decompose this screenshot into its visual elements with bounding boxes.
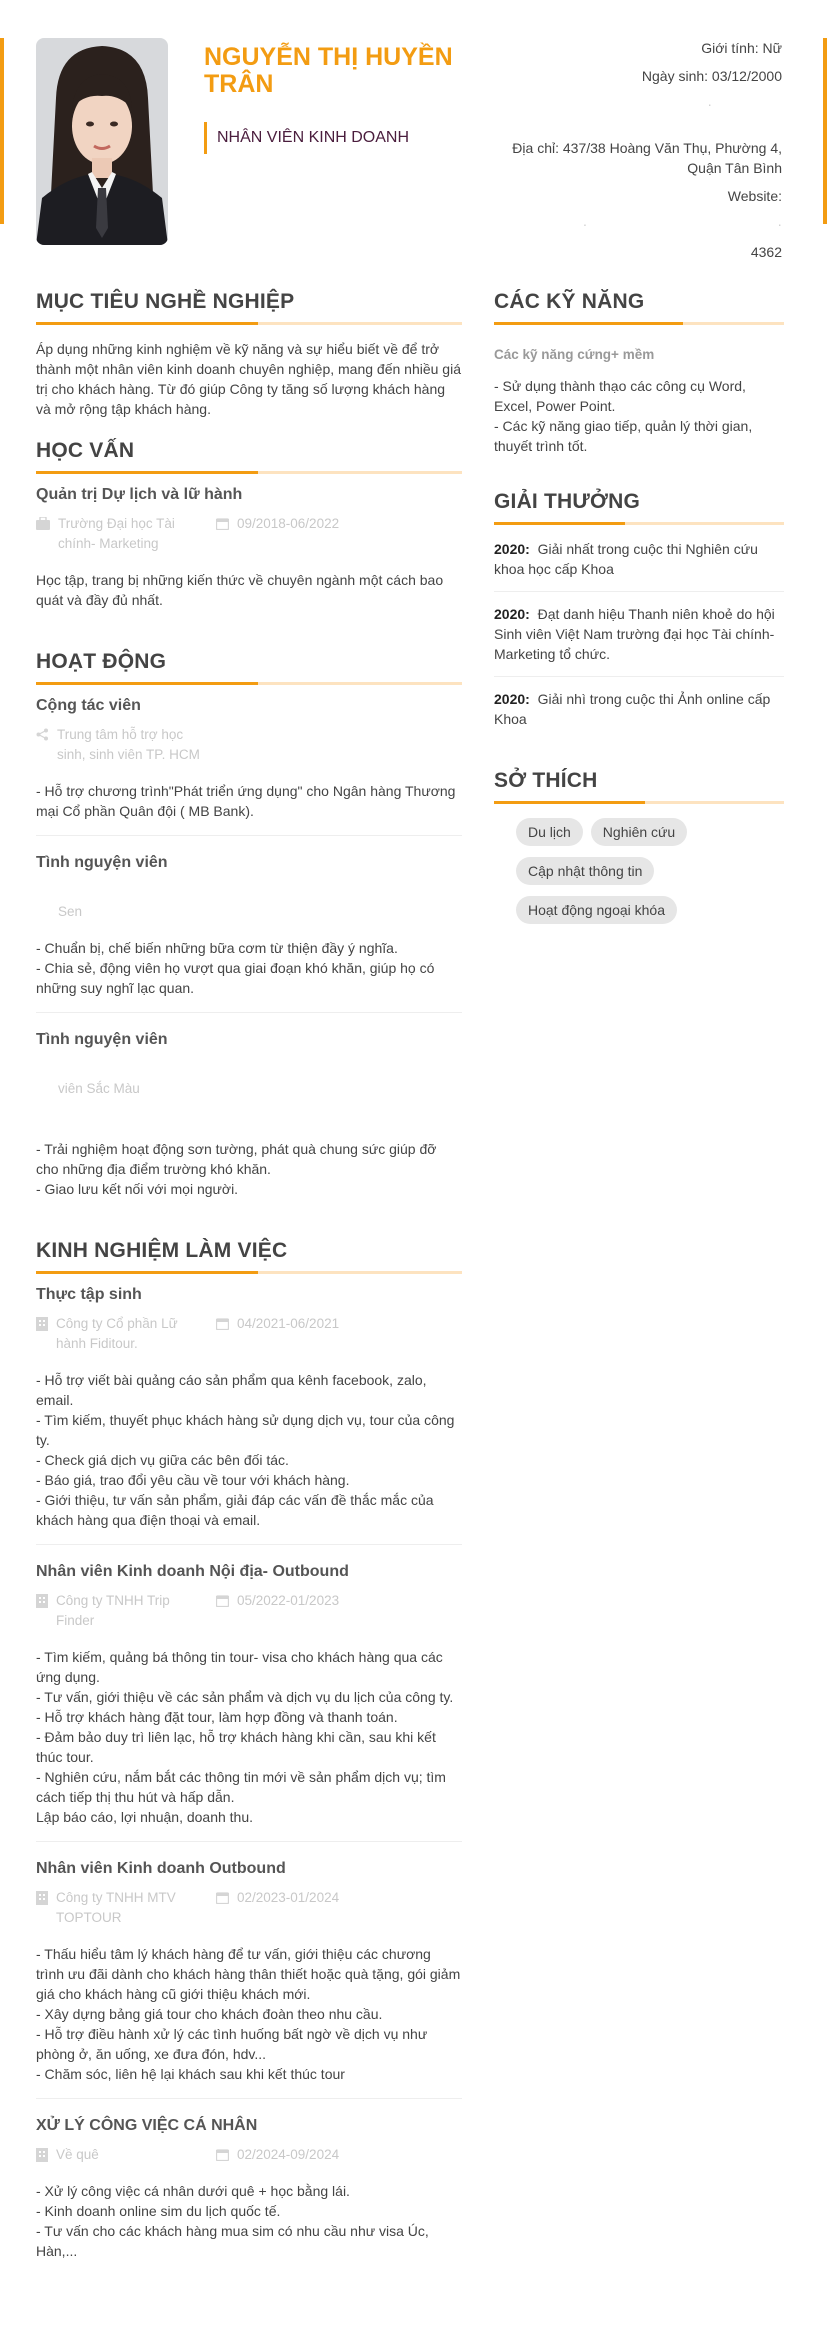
experience-date: 05/2022-01/2023	[237, 1593, 340, 1608]
activity-meta	[36, 725, 462, 765]
briefcase-icon	[36, 517, 50, 530]
right-accent-bar	[823, 38, 827, 224]
activity-org: viên Sắc Màu	[58, 1081, 140, 1096]
calendar-icon	[216, 1317, 229, 1330]
personal-desc: - Xử lý công việc cá nhân dưới quê + học bằng lái. - Kinh doanh online sim du lịch quốc tế. - Tư vấn cho các khách hàng mua sim có nhu cầu như visa Úc, Hàn,...	[36, 2183, 429, 2259]
website-tail: 4362	[750, 244, 782, 260]
award-text: Giải nhất trong cuộc thi Nghiên cứu khoa học cấp Khoa	[494, 541, 758, 577]
calendar-icon	[216, 1891, 229, 1904]
activity-desc: - Hỗ trợ chương trình"Phát triển ứng dụng" cho Ngân hàng Thương mại Cổ phần Quân đội ( MB Bank).	[36, 783, 456, 819]
experience-meta	[36, 1888, 462, 1928]
activity-meta	[36, 1079, 462, 1099]
experience-role: Nhân viên Kinh doanh Nội địa- Outbound	[36, 1563, 349, 1580]
award-text: Giải nhì trong cuộc thi Ảnh online cấp Khoa	[494, 691, 771, 727]
education-major: Quản trị Dự lịch và lữ hành	[36, 486, 243, 503]
experience-section	[36, 1239, 462, 2261]
objective-section	[36, 290, 462, 419]
divider	[36, 1544, 462, 1545]
section-title: KINH NGHIỆM LÀM VIỆC	[36, 1239, 288, 1262]
award-item	[494, 539, 784, 579]
share-icon	[36, 728, 49, 741]
skills-text: - Sử dụng thành thạo các công cụ Word, Excel, Power Point. - Các kỹ năng giao tiếp, quản lý thời gian, thuyết trình tốt.	[494, 378, 753, 454]
personal-title: XỬ LÝ CÔNG VIỆC CÁ NHÂN	[36, 2117, 258, 2134]
experience-meta	[36, 1591, 462, 1631]
divider	[36, 1841, 462, 1842]
personal-meta	[36, 2145, 462, 2165]
experience-desc: - Hỗ trợ viết bài quảng cáo sản phẩm qua kênh facebook, zalo, email. - Tìm kiếm, thuyết phục khách hàng sử dụng dịch vụ, tour của công ty. - Check giá dịch vụ giữa các bên đối tác. - Báo giá, trao đổi yêu cầu về tour với khách hàng. - Giới thiệu, tư vấn sản phẩm, giải đáp các vấn đề thắc mắc của khách hàng qua điện thoại và email.	[36, 1372, 455, 1528]
awards-section	[494, 490, 784, 729]
building-icon	[36, 1594, 48, 1608]
section-title: HỌC VẤN	[36, 439, 135, 462]
personal-date: 02/2024-09/2024	[237, 2147, 340, 2162]
section-title: SỞ THÍCH	[494, 769, 598, 792]
birthday: Ngày sinh: 03/12/2000	[641, 68, 782, 84]
experience-role: Nhân viên Kinh doanh Outbound	[36, 1860, 286, 1877]
skills-subtitle: Các kỹ năng cứng+ mềm	[494, 347, 655, 362]
education-desc: Học tập, trang bị những kiến thức về chuyên ngành một cách bao quát và đầy đủ nhất.	[36, 572, 444, 608]
experience-item	[36, 1563, 462, 1827]
hobby-tag: Hoạt động ngoại khóa	[516, 896, 677, 924]
divider	[494, 676, 784, 677]
divider	[36, 2098, 462, 2099]
experience-date: 04/2021-06/2021	[237, 1316, 340, 1331]
experience-item	[36, 1286, 462, 1530]
section-rule	[36, 1271, 462, 1274]
hobby-tag: Nghiên cứu	[591, 818, 687, 846]
award-item	[494, 604, 784, 664]
award-item	[494, 689, 784, 729]
experience-item	[36, 1860, 462, 2084]
personal-place: Về quê	[56, 2147, 99, 2162]
hobby-tag: Cập nhật thông tin	[516, 857, 654, 885]
activity-item	[36, 697, 462, 821]
activity-role: Tình nguyện viên	[36, 854, 168, 871]
section-title: CÁC KỸ NĂNG	[494, 290, 645, 313]
personal-item	[36, 2117, 462, 2261]
award-year: 2020:	[494, 541, 530, 557]
section-rule	[494, 322, 784, 325]
activity-item	[36, 854, 462, 998]
right-column	[494, 290, 784, 935]
calendar-icon	[216, 2148, 229, 2161]
activity-desc: - Chuẩn bị, chế biến những bữa cơm từ thiện đầy ý nghĩa. - Chia sẻ, động viên họ vượt qua giai đoạn khó khăn, giúp họ có những suy nghĩ lạc quan.	[36, 940, 435, 996]
role-block	[204, 122, 409, 154]
activity-role: Tình nguyện viên	[36, 1031, 168, 1048]
calendar-icon	[216, 517, 229, 530]
address: Địa chỉ: 437/38 Hoàng Văn Thụ, Phường 4, Quận Tân Bình	[512, 140, 782, 176]
section-rule	[36, 682, 462, 685]
experience-desc: - Thấu hiểu tâm lý khách hàng để tư vấn, giới thiệu các chương trình ưu đãi dành cho khách hàng thân thiết hoặc quà tặng, gói giảm giá cho khách hàng cũ giới thiệu khách mới. - Xây dựng bảng giá tour cho khách đoàn theo nhu cầu. - Hỗ trợ điều hành xử lý các tình huống bất ngờ về dịch vụ như phòng ở, ăn uống, xe đưa đón, hdv... - Chăm sóc, liên hệ lại khách sau khi kết thúc tour	[36, 1946, 461, 2082]
education-section	[36, 439, 462, 610]
award-text: Đạt danh hiệu Thanh niên khoẻ do hội Sinh viên Việt Nam trường đại học Tài chính- Marketing tổ chức.	[494, 606, 775, 662]
building-icon	[36, 1891, 48, 1905]
experience-meta	[36, 1314, 462, 1354]
section-rule	[36, 322, 462, 325]
divider	[36, 835, 462, 836]
hobby-tag: Du lịch	[516, 818, 583, 846]
divider	[494, 591, 784, 592]
award-year: 2020:	[494, 606, 530, 622]
hobbies-section	[494, 769, 784, 935]
profile-photo	[36, 38, 168, 245]
website: Website:	[727, 188, 782, 204]
objective-text: Áp dụng những kinh nghiệm về kỹ năng và sự hiểu biết về để trở thành một nhân viên kinh doanh chuyên nghiệp, mang đến nhiều giá trị cho khách hàng. Từ đó giúp Công ty tăng số lượng khách hàng và mở rộng tập khách hàng.	[36, 341, 461, 417]
contact-info	[482, 38, 782, 270]
experience-role: Thực tập sinh	[36, 1286, 142, 1303]
hidden-contact-row: ·	[707, 96, 712, 112]
calendar-icon	[216, 1594, 229, 1607]
section-rule	[494, 522, 784, 525]
skills-section	[494, 290, 784, 456]
experience-company: Công ty TNHH Trip Finder	[56, 1593, 170, 1628]
section-title: MỤC TIÊU NGHỀ NGHIỆP	[36, 290, 295, 313]
experience-desc: - Tìm kiếm, quảng bá thông tin tour- visa cho khách hàng qua các ứng dụng. - Tư vấn, giới thiệu về các sản phẩm và dịch vụ du lịch của công ty. - Hỗ trợ khách hàng đặt tour, làm hợp đồng và thanh toán. - Đảm bảo duy trì liên lạc, hỗ trợ khách hàng khi cần, sau khi kết thúc tour. - Nghiên cứu, nắm bắt các thông tin mới về sản phẩm dịch vụ; tìm cách tiếp thị thu hút và hấp dẫn. Lập báo cáo, lợi nhuận, doanh thu.	[36, 1649, 454, 1825]
experience-date: 02/2023-01/2024	[237, 1890, 340, 1905]
activity-desc: - Trải nghiệm hoạt động sơn tường, phát quà chung sức giúp đỡ cho những địa điểm trường khó khăn. - Giao lưu kết nối với mọi người.	[36, 1141, 437, 1197]
building-icon	[36, 1317, 48, 1331]
left-accent-bar	[0, 38, 4, 224]
candidate-name: NGUYỄN THỊ HUYỀN TRÂN	[204, 43, 453, 98]
activity-item	[36, 1031, 462, 1199]
education-school: Trường Đại học Tài chính- Marketing	[58, 516, 175, 551]
activities-section	[36, 650, 462, 1199]
left-column	[36, 290, 462, 2261]
activity-meta	[36, 902, 462, 922]
candidate-role: NHÂN VIÊN KINH DOANH	[217, 129, 410, 146]
activity-role: Cộng tác viên	[36, 697, 141, 714]
activity-org: Trung tâm hỗ trợ học sinh, sinh viên TP. HCM	[57, 727, 200, 762]
section-title: HOẠT ĐỘNG	[36, 650, 167, 673]
section-rule	[494, 801, 784, 804]
hidden-website-row: · ·	[582, 216, 782, 232]
building-icon	[36, 2148, 48, 2162]
education-date: 09/2018-06/2022	[237, 516, 340, 531]
experience-company: Công ty Cổ phần Lữ hành Fiditour.	[56, 1316, 178, 1351]
education-meta	[36, 514, 462, 554]
divider	[36, 1012, 462, 1013]
section-title: GIẢI THƯỞNG	[494, 490, 641, 513]
hobby-tags	[494, 818, 736, 935]
experience-company: Công ty TNHH MTV TOPTOUR	[56, 1890, 176, 1925]
section-rule	[36, 471, 462, 474]
award-year: 2020:	[494, 691, 530, 707]
activity-org: Sen	[58, 904, 83, 919]
gender: Giới tính: Nữ	[701, 40, 782, 56]
